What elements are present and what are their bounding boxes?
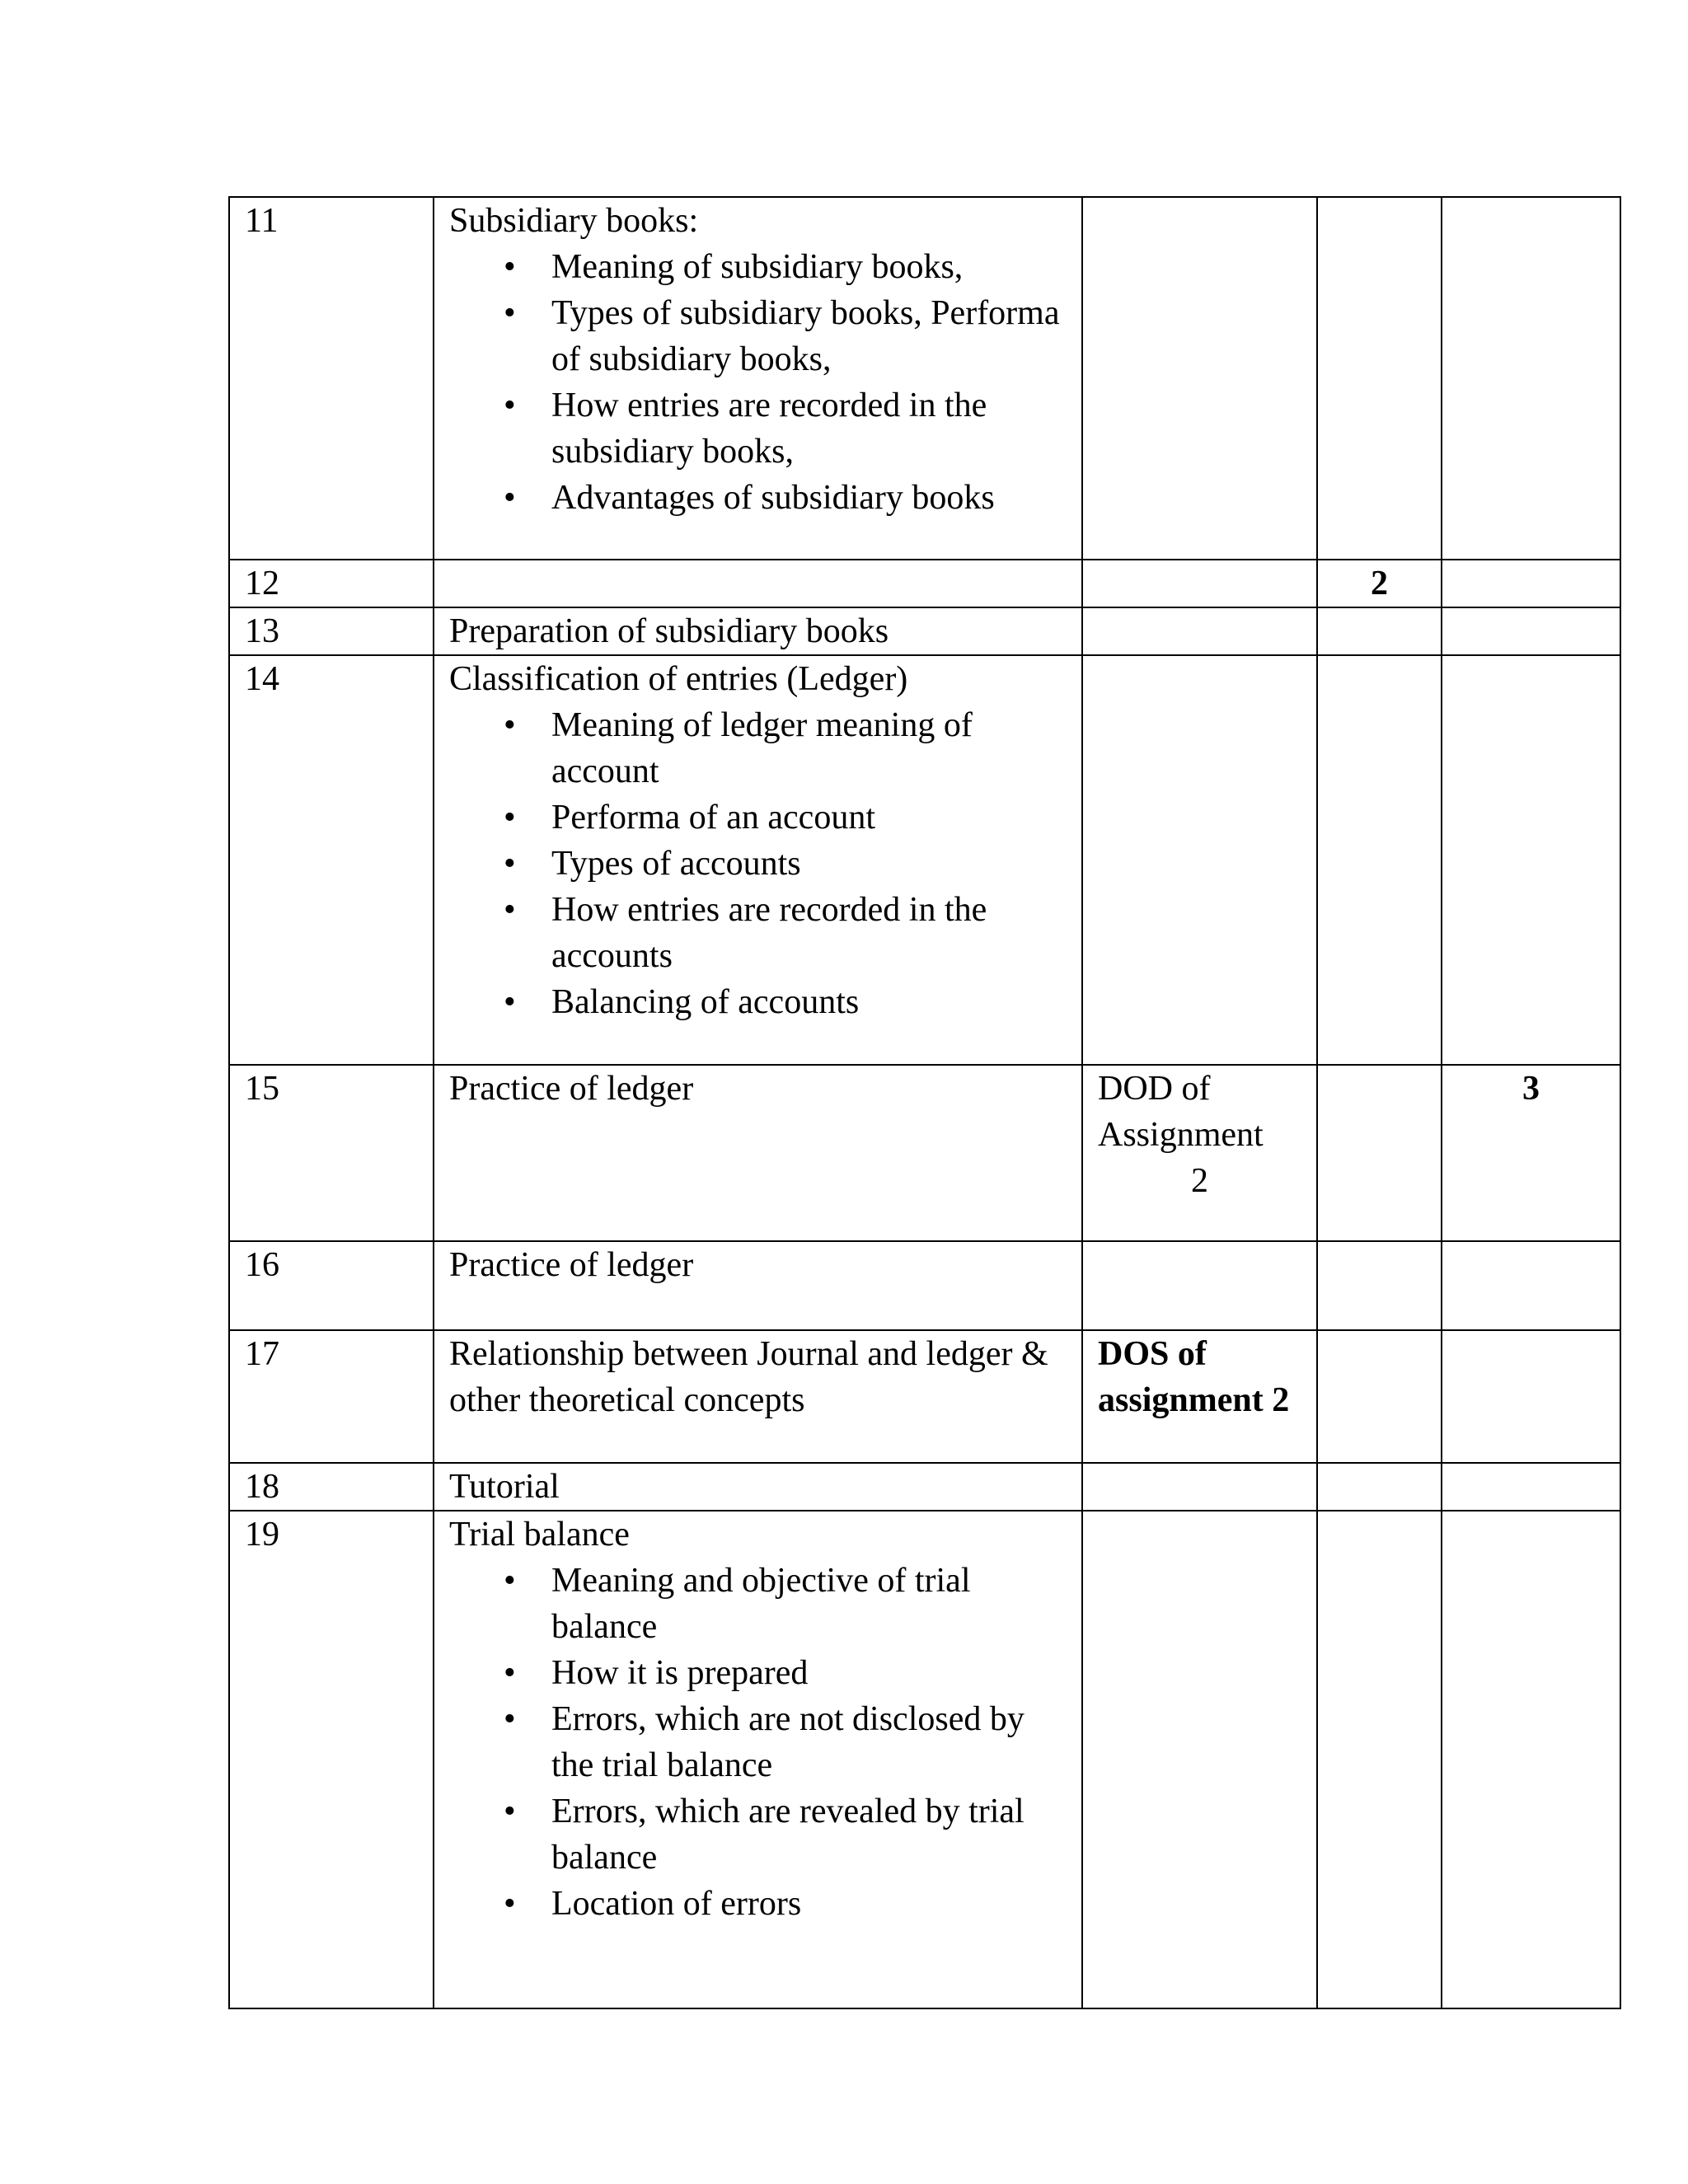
assignment-cell — [1317, 1241, 1442, 1330]
lecture-number: 15 — [229, 1065, 434, 1241]
topic-list — [449, 244, 1067, 521]
remarks-cell — [1082, 1241, 1317, 1330]
lecture-number: 18 — [229, 1463, 434, 1511]
table-row — [229, 607, 1620, 655]
remarks-cell — [1082, 1463, 1317, 1511]
topic-list — [449, 702, 1067, 1025]
dod-label: DOD of Assignment — [1098, 1070, 1264, 1154]
topic-title: Trial balance — [449, 1516, 630, 1554]
lecture-number: 19 — [229, 1511, 434, 2008]
dos-label: DOS of assignment 2 — [1082, 1330, 1317, 1463]
topic-cell — [434, 560, 1082, 607]
test-cell — [1442, 560, 1620, 607]
assignment-number: 2 — [1317, 560, 1442, 607]
topic-title: Tutorial — [434, 1463, 1082, 1511]
list-item: • Meaning of ledger meaning of account — [551, 702, 1067, 794]
list-item: • Balancing of accounts — [551, 979, 1067, 1025]
assignment-cell — [1317, 607, 1442, 655]
list-item: • Errors, which are revealed by trial balance — [551, 1788, 1067, 1881]
topic-cell — [434, 655, 1082, 1065]
list-item: • Performa of an account — [551, 794, 1067, 841]
list-item: • How entries are recorded in the subsidiary books, — [551, 382, 1067, 475]
list-item: • Types of accounts — [551, 841, 1067, 887]
lecture-number: 17 — [229, 1330, 434, 1463]
assignment-cell — [1317, 1511, 1442, 2008]
test-cell — [1442, 607, 1620, 655]
assignment-cell — [1317, 1065, 1442, 1241]
table-row — [229, 1511, 1620, 2008]
table-row — [229, 1463, 1620, 1511]
test-cell — [1442, 1511, 1620, 2008]
test-cell — [1442, 1330, 1620, 1463]
lecture-number: 11 — [229, 197, 434, 560]
remarks-cell — [1082, 560, 1317, 607]
remarks-cell — [1082, 655, 1317, 1065]
lecture-number: 13 — [229, 607, 434, 655]
list-item: • Location of errors — [551, 1881, 1067, 1927]
test-cell — [1442, 1241, 1620, 1330]
remarks-cell — [1082, 197, 1317, 560]
lecture-number: 12 — [229, 560, 434, 607]
test-cell — [1442, 197, 1620, 560]
list-item: • Advantages of subsidiary books — [551, 475, 1067, 521]
table-row — [229, 197, 1620, 560]
topic-list — [449, 1558, 1067, 1927]
lecture-number: 16 — [229, 1241, 434, 1330]
lecture-plan-table — [228, 196, 1621, 2009]
table-row — [229, 655, 1620, 1065]
list-item: • How entries are recorded in the accounts — [551, 887, 1067, 979]
list-item: • Meaning of subsidiary books, — [551, 244, 1067, 290]
lecture-number: 14 — [229, 655, 434, 1065]
table-row — [229, 1330, 1620, 1463]
topic-cell — [434, 1511, 1082, 2008]
list-item: • Errors, which are not disclosed by the trial balance — [551, 1696, 1067, 1788]
test-number: 3 — [1442, 1065, 1620, 1241]
table-row — [229, 1241, 1620, 1330]
assignment-number: 2 — [1191, 1162, 1208, 1200]
remarks-cell — [1082, 1511, 1317, 2008]
topic-title: Practice of ledger — [434, 1065, 1082, 1241]
remarks-cell — [1082, 607, 1317, 655]
topic-title: Preparation of subsidiary books — [434, 607, 1082, 655]
assignment-cell — [1317, 655, 1442, 1065]
assignment-cell — [1317, 197, 1442, 560]
table-row — [229, 1065, 1620, 1241]
topic-title: Subsidiary books: — [449, 202, 699, 240]
test-cell — [1442, 655, 1620, 1065]
topic-title: Practice of ledger — [434, 1241, 1082, 1330]
topic-title: Classification of entries (Ledger) — [449, 660, 908, 698]
topic-cell — [434, 197, 1082, 560]
remarks-cell — [1082, 1065, 1317, 1241]
list-item: • How it is prepared — [551, 1650, 1067, 1696]
table-row — [229, 560, 1620, 607]
topic-title: Relationship between Journal and ledger & other theoretical concepts — [434, 1330, 1082, 1463]
assignment-cell — [1317, 1330, 1442, 1463]
list-item: • Meaning and objective of trial balance — [551, 1558, 1067, 1650]
test-cell — [1442, 1463, 1620, 1511]
assignment-cell — [1317, 1463, 1442, 1511]
list-item: • Types of subsidiary books, Performa of subsidiary books, — [551, 290, 1067, 382]
